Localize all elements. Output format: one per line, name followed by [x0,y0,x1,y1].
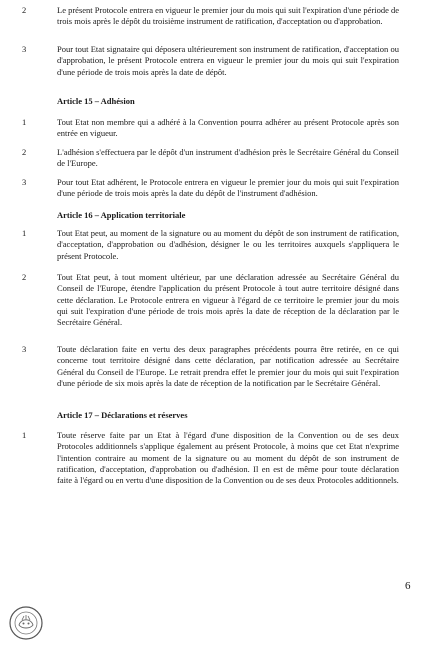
paragraph-text: Tout Etat peut, à tout moment ultérieur, par une déclaration adressée au Secrétaire Général du Conseil de l'Europe, étendre l'application du présent Protocole à tout autre territoire désigné dans cette déclaration. Le Protocole entrera en vigueur à l'égard de ce territoire le premier jour du mois qui suit l'expiration d'une période de trois mois après la date de réception de la déclaration par le Secrétaire Général. [57,272,399,328]
paragraph-number: 3 [22,344,27,354]
paragraph-text: Toute réserve faite par un Etat à l'égard d'une disposition de la Convention ou de ses deux Protocoles additionnels s'applique également au présent Protocole, à moins que cet Etat n'exprime l'intention contraire au moment de la signature ou au moment du dépôt de son instrument de ratification, d'acceptation, d'approbation ou d'adhésion. Il en est de même pour toute déclaration faite à l'égard ou en vertu d'une disposition de la Convention ou de ses deux Protocoles additionnels. [57,430,399,486]
paragraph-number: 3 [22,177,27,187]
paragraph-text: Tout Etat non membre qui a adhéré à la Convention pourra adhérer au présent Protocole après son entrée en vigueur. [57,117,399,139]
paragraph-text: Toute déclaration faite en vertu des deux paragraphes précédents pourra être retirée, en ce qui concerne tout territoire désigné dans cette déclaration, par notification adressée au Secrétaire Général du Conseil de l'Europe. Le retrait prendra effet le premier jour du mois qui suit l'expiration d'une période de six mois après la date de réception de la notification par le Secrétaire Général. [57,344,399,388]
paragraph-text: Tout Etat peut, au moment de la signature ou au moment du dépôt de son instrument de ratification, d'acceptation, d'approbation ou d'adhésion, désigner le ou les territoires auxquels s'appliquera le présent Protocole. [57,228,399,261]
paragraph-number: 2 [22,272,27,282]
page-number: 6 [405,580,411,592]
paragraph-number: 3 [22,44,27,54]
paragraph-number: 1 [22,430,27,440]
article-17-heading: Article 17 – Déclarations et réserves [57,410,188,420]
article-16-heading: Article 16 – Application territoriale [57,210,186,220]
seal-stamp-icon [8,605,44,641]
article-15-heading: Article 15 – Adhésion [57,96,135,106]
paragraph-number: 1 [22,117,27,127]
paragraph-text: Pour tout Etat signataire qui déposera ultérieurement son instrument de ratification, d'acceptation ou d'approbation, le présent Protocole entrera en vigueur le premier jour du mois qui suit l'expiration d'une période de trois mois après la date de dépôt. [57,44,399,77]
paragraph-number: 2 [22,147,27,157]
paragraph-text: Pour tout Etat adhérent, le Protocole entrera en vigueur le premier jour du mois qui suit l'expiration d'une période de trois mois après la date du dépôt de l'instrument d'adhésion. [57,177,399,199]
paragraph-text: Le présent Protocole entrera en vigueur le premier jour du mois qui suit l'expiration d'une période de trois mois après le dépôt du troisième instrument de ratification, d'acceptation ou d'approbation. [57,5,400,27]
paragraph-number: 1 [22,228,27,238]
paragraph-text: L'adhésion s'effectuera par le dépôt d'un instrument d'adhésion près le Secrétaire Général du Conseil de l'Europe. [57,147,399,169]
paragraph-number: 2 [22,5,27,15]
